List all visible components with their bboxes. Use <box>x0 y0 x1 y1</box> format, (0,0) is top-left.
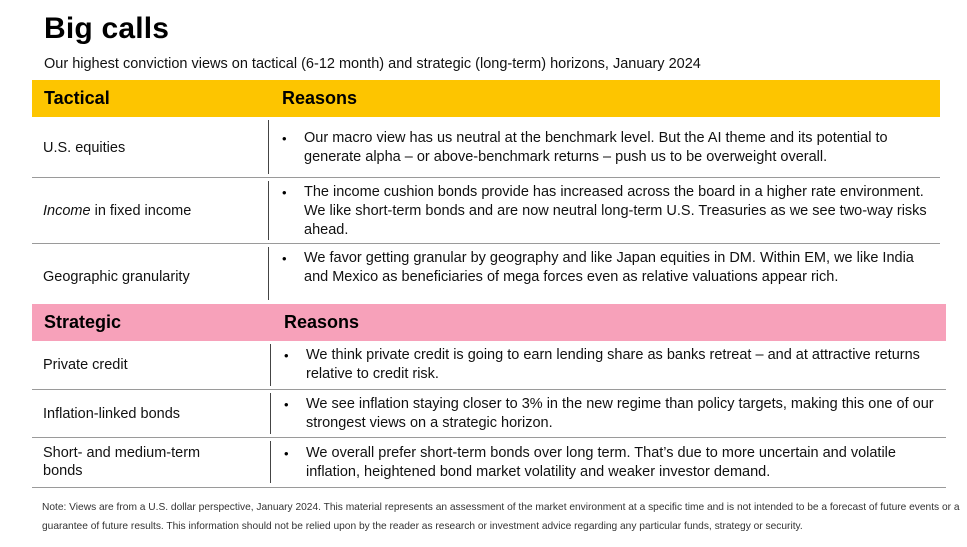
table-row <box>32 341 946 390</box>
footnote: Note: Views are from a U.S. dollar perspective, January 2024. This material represents an assessment of the market environment at a specific time and is not intended to be a forecast of future events or a guarantee of future results. This information should not be relied upon by the reader as research or investment advice regarding any particular funds, strategy or security. <box>42 502 960 532</box>
bullet-icon: • <box>284 348 289 363</box>
tactical-reasons-header: Reasons <box>282 88 358 108</box>
row-reason: The income cushion bonds provide has increased across the board in a higher rate environment. We like short-term bonds and are now neutral long-term U.S. Treasuries as we see two-way risks ahead. <box>304 184 927 238</box>
column-divider <box>268 247 269 300</box>
page-subtitle: Our highest conviction views on tactical (6-12 month) and strategic (long-term) horizons, January 2024 <box>44 56 701 72</box>
table-row <box>32 438 946 486</box>
row-label-emphasis: Income <box>43 203 91 219</box>
row-reason: We think private credit is going to earn lending share as banks retreat – and at attractive returns relative to credit risk. <box>306 347 920 382</box>
table-bottom-rule <box>32 487 946 488</box>
table-row <box>32 178 940 244</box>
row-label: Geographic granularity <box>43 269 190 285</box>
bullet-icon: • <box>282 185 287 200</box>
row-label-rest: in fixed income <box>90 203 192 219</box>
column-divider <box>270 344 271 386</box>
column-divider <box>268 120 269 174</box>
table-row <box>32 117 940 178</box>
strategic-header-label: Strategic <box>44 312 122 332</box>
table-row <box>32 244 940 303</box>
row-reason: We favor getting granular by geography and like Japan equities in DM. Within EM, we like India and Mexico as beneficiaries of mega forces even as relative valuations appear rich. <box>304 250 914 285</box>
row-reason: We see inflation staying closer to 3% in the new regime than policy targets, making this one of our strongest views on a strategic horizon. <box>306 396 934 431</box>
column-divider <box>270 441 271 483</box>
table-row <box>32 390 946 438</box>
row-reason: Our macro view has us neutral at the benchmark level. But the AI theme and its potential to generate alpha – or above-benchmark returns – push us to be overweight overall. <box>304 130 888 165</box>
strategic-header <box>32 304 946 341</box>
row-reason: We overall prefer short-term bonds over long term. That’s due to more uncertain and volatile inflation, heightened bond market volatility and weaker investor demand. <box>306 445 896 480</box>
bullet-icon: • <box>284 446 289 461</box>
row-label: Inflation-linked bonds <box>43 406 181 422</box>
row-label <box>43 202 191 220</box>
row-label: Private credit <box>43 357 128 373</box>
bullet-icon: • <box>282 131 287 146</box>
page-title: Big calls <box>44 12 170 45</box>
column-divider <box>270 393 271 434</box>
bullet-icon: • <box>282 251 287 266</box>
row-label: Short- and medium-term bonds <box>43 445 201 479</box>
row-label: U.S. equities <box>43 140 126 156</box>
column-divider <box>268 181 269 240</box>
strategic-reasons-header: Reasons <box>284 312 360 332</box>
tactical-header <box>32 80 940 117</box>
tactical-header-label: Tactical <box>44 88 110 108</box>
bullet-icon: • <box>284 397 289 412</box>
